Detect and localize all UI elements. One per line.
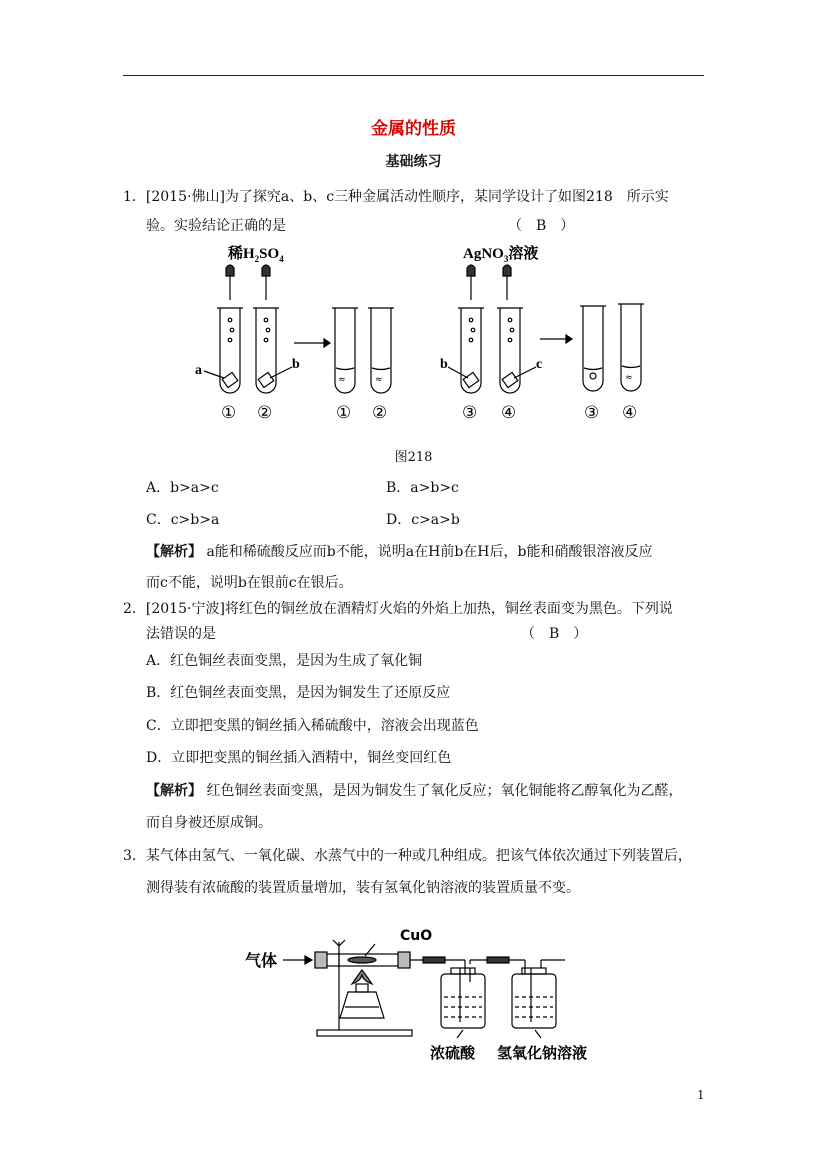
tube-num-7: ③	[584, 403, 600, 423]
tube-num-4: ②	[372, 403, 388, 423]
q1-option-a: A．b>a>c	[146, 480, 219, 496]
metal-label-b2: b	[440, 357, 448, 372]
analysis-label: 【解析】	[146, 783, 202, 799]
q2-analysis-text: 红色铜丝表面变黑，是因为铜发生了氧化反应；氧化铜能将乙醇氧化为乙醛，	[206, 783, 683, 799]
svg-text:≈: ≈	[625, 373, 633, 383]
q2-stem-line2: 法错误的是	[146, 626, 216, 642]
svg-text:≈: ≈	[338, 375, 346, 385]
q2-option-c: C．立即把变黑的铜丝插入稀硫酸中，溶液会出现蓝色	[146, 718, 479, 734]
dropper-1-icon	[226, 265, 234, 300]
q1-option-c: C．c>b>a	[146, 512, 220, 528]
cuo-label: CuO	[400, 928, 433, 944]
naoh-label: 氢氧化钠溶液	[497, 1044, 588, 1062]
dropper-2-icon	[262, 265, 270, 300]
q1-analysis-line1	[146, 541, 652, 561]
dropper-4-icon	[503, 265, 511, 300]
tube-num-3: ①	[336, 403, 352, 423]
q2-stem-line1: 2．[2015·宁波]将红色的铜丝放在酒精灯火焰的外焰上加热，铜丝表面变为黑色。下列说	[123, 601, 673, 617]
q2-analysis-line2: 而自身被还原成铜。	[146, 815, 272, 831]
q3-stem-line2: 测得装有浓硫酸的装置质量增加，装有氢氧化钠溶液的装置质量不变。	[146, 880, 580, 896]
q2-option-d: D．立即把变黑的铜丝插入酒精中，铜丝变回红色	[146, 750, 452, 766]
dropper-3-icon	[467, 265, 475, 300]
header-rule	[123, 75, 704, 76]
q1-option-d: D．c>a>b	[386, 512, 460, 528]
q1-analysis-line2: 而c不能，说明b在银前c在银后。	[146, 575, 353, 591]
page-number: 1	[697, 1088, 705, 1102]
acid-label: 浓硫酸	[430, 1044, 476, 1062]
q1-test-tube-figure	[190, 240, 660, 430]
gas-label: 气体	[245, 951, 278, 970]
reagent-agno3-label: AgNO$_3$溶液	[463, 246, 539, 264]
q2-answer: （ B ）	[521, 626, 588, 642]
q3-apparatus-figure	[235, 912, 615, 1072]
reagent-h2so4-label: 稀$H_2SO_4$	[228, 246, 284, 264]
section-heading: 基础练习	[385, 154, 442, 170]
metal-label-a: a	[195, 363, 202, 378]
q2-analysis-line1	[146, 780, 682, 800]
figure-caption: 图218	[394, 450, 433, 465]
q1-answer: （ B ）	[508, 218, 575, 234]
tube-num-5: ③	[462, 403, 478, 423]
q2-option-b: B．红色铜丝表面变黑，是因为铜发生了还原反应	[146, 685, 451, 701]
tube-num-1: ①	[221, 403, 237, 423]
tube-num-6: ④	[501, 403, 517, 423]
metal-label-b1: b	[292, 357, 300, 372]
metal-label-c: c	[536, 357, 543, 372]
svg-text:≈: ≈	[375, 375, 383, 385]
q3-stem-line1: 3．某气体由氢气、一氧化碳、水蒸气中的一种或几种组成。把该气体依次通过下列装置后，	[123, 848, 692, 864]
tube-num-2: ②	[257, 403, 273, 423]
q2-option-a: A．红色铜丝表面变黑，是因为生成了氧化铜	[146, 653, 423, 669]
analysis-label: 【解析】	[146, 544, 202, 560]
q1-option-b: B．a>b>c	[386, 480, 459, 496]
page-title: 金属的性质	[371, 119, 456, 139]
q1-analysis-text: a能和稀硫酸反应而b不能，说明a在H前b在H后，b能和硝酸银溶液反应	[206, 544, 653, 560]
q1-stem-line1: 1．[2015·佛山]为了探究a、b、c三种金属活动性顺序，某同学设计了如图218 所示实	[123, 189, 669, 205]
tube-num-8: ④	[622, 403, 638, 423]
q1-stem-line2: 验。实验结论正确的是	[146, 218, 286, 234]
